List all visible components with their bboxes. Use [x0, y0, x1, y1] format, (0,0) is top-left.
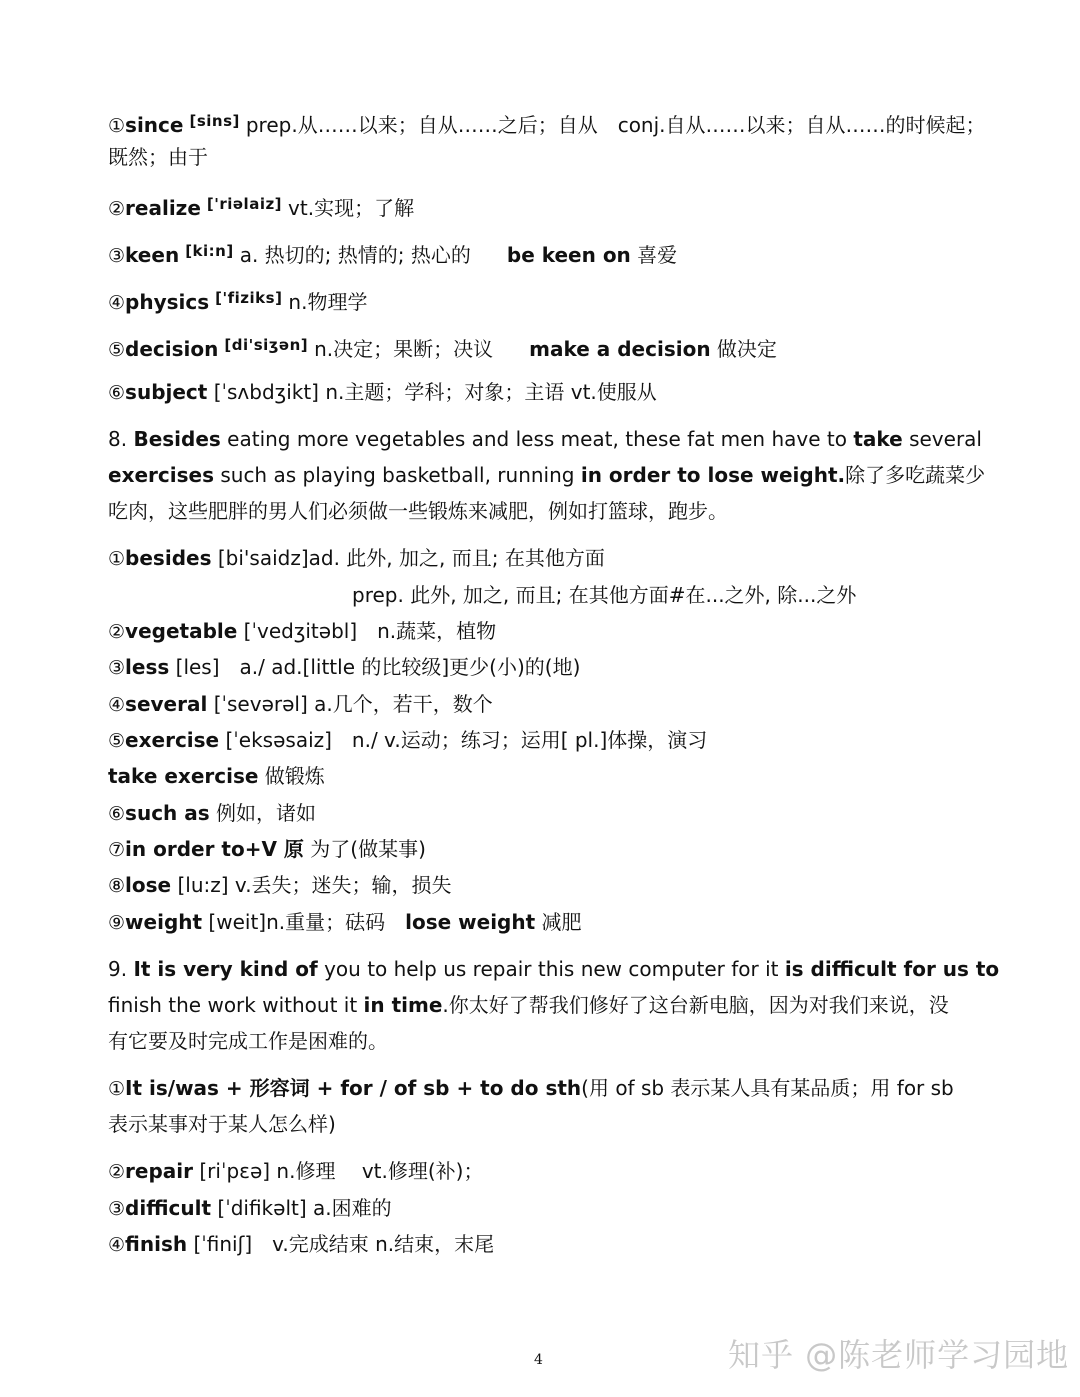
entry-decision: [108, 331, 777, 364]
item-number: ①: [108, 115, 126, 137]
entry-physics: [108, 284, 367, 317]
definition: 既然；由于: [108, 145, 208, 169]
vocab-word: difficult: [125, 1196, 212, 1220]
item-number: ④: [108, 694, 126, 716]
definition: prep.从……以来；自从……之后；自从 conj.自从……以来；自从……的时候起；: [245, 113, 986, 137]
vocab-word: finish: [125, 1232, 188, 1256]
vocab-word: keen: [125, 243, 180, 267]
vocab-word: besides: [125, 546, 212, 570]
phonetic: [di'siʒən]: [224, 336, 309, 354]
vocab-word: lose: [125, 873, 172, 897]
translation: 除了多吃蔬菜少: [845, 463, 986, 487]
entry-lose: [108, 871, 452, 900]
phonetic: [ki:n]: [185, 242, 234, 260]
definition: [weit]n.重量；砝码: [202, 910, 406, 934]
definition: prep. 此外, 加之, 而且; 在其他方面#在...之外, 除...之外: [352, 583, 857, 607]
vocab-word: since: [125, 113, 184, 137]
entry-finish: [108, 1230, 494, 1259]
key-word: Besides: [133, 427, 221, 451]
sentence-text: you to help us repair this new computer for it: [317, 957, 785, 981]
entry-pattern-continued: [108, 1110, 336, 1138]
entry-keen: [108, 237, 677, 270]
translation: .你太好了帮我们修好了这台新电脑，因为对我们来说，没: [442, 993, 949, 1017]
pattern-note: (用 of sb 表示某人具有某品质；用 for sb: [581, 1076, 954, 1100]
vocab-word: subject: [125, 380, 208, 404]
sentence-text: eating more vegetables and less meat, these fat men have to: [220, 427, 854, 451]
key-phrase: is difficult for us to: [784, 957, 1000, 981]
sentence-9-line-2: [108, 991, 949, 1019]
definition: [ˈfiniʃ] v.完成结束 n.结束，末尾: [187, 1232, 495, 1256]
item-number: ⑦: [108, 839, 126, 861]
key-phrase: It is very kind of: [133, 957, 318, 981]
sentence-text: finish the work without it: [108, 993, 364, 1017]
page-number: 4: [534, 1352, 543, 1368]
entry-besides-continued: [352, 581, 856, 609]
phrase: be keen on: [506, 243, 631, 267]
entry-repair: [108, 1157, 483, 1186]
sentence-number: 8.: [108, 427, 128, 451]
key-word: exercises: [108, 463, 214, 487]
key-phrase: in time: [363, 993, 443, 1017]
phrase: take exercise: [108, 764, 259, 788]
definition: 为了(做某事): [303, 837, 426, 861]
sentence-8-line-3: [108, 497, 728, 525]
entry-pattern: [108, 1074, 954, 1103]
phrase: lose weight: [405, 910, 536, 934]
entry-take-exercise: [108, 762, 325, 790]
definition: [ˈvedʒitəbl] n.蔬菜，植物: [237, 619, 497, 643]
entry-since-continued: [108, 143, 208, 171]
definition: [ˈsevərəl] a.几个，若干，数个: [207, 692, 493, 716]
item-number: ①: [108, 548, 126, 570]
sentence-9-line-3: [108, 1027, 388, 1055]
sentence-number: 9.: [108, 957, 128, 981]
vocab-word: decision: [125, 337, 219, 361]
sentence-8-line-2: [108, 461, 985, 489]
entry-realize: [108, 190, 414, 223]
entry-less: [108, 653, 580, 682]
item-number: ⑤: [108, 730, 126, 752]
item-number: ②: [108, 1161, 126, 1183]
item-number: ③: [108, 245, 126, 267]
entry-in-order-to: [108, 835, 426, 864]
item-number: ②: [108, 198, 126, 220]
sentence-9-line-1: [108, 955, 999, 983]
item-number: ④: [108, 292, 126, 314]
definition: 例如，诸如: [209, 801, 317, 825]
definition: [les] a./ ad.[little 的比较级]更少(小)的(地): [169, 655, 581, 679]
definition: [ˈdifikəlt] a.困难的: [211, 1196, 392, 1220]
entry-since: [108, 107, 986, 140]
definition: [ˈeksəsaiz] n./ v.运动；练习；运用[ pl.]体操，演习: [219, 728, 708, 752]
vocab-word: several: [125, 692, 208, 716]
vocab-word: in order to+V 原: [125, 837, 304, 861]
definition: [lu:z] v.丢失；迷失；输，损失: [171, 873, 452, 897]
definition: n.决定；果断；决议: [314, 337, 494, 361]
entry-exercise: [108, 726, 707, 755]
translation: 吃肉，这些肥胖的男人们必须做一些锻炼来减肥，例如打篮球，跑步。: [108, 499, 728, 523]
key-phrase: in order to lose weight.: [580, 463, 846, 487]
phrase-meaning: 减肥: [535, 910, 582, 934]
item-number: ⑧: [108, 875, 126, 897]
key-word: take: [853, 427, 903, 451]
entry-weight: [108, 908, 582, 937]
phonetic: ['riəlaiz]: [206, 195, 283, 213]
vocab-word: vegetable: [125, 619, 238, 643]
sentence-text: such as playing basketball, running: [213, 463, 581, 487]
vocab-word: repair: [125, 1159, 194, 1183]
item-number: ②: [108, 621, 126, 643]
pattern-note: 表示某事对于某人怎么样): [108, 1112, 336, 1136]
item-number: ⑤: [108, 339, 126, 361]
phrase-meaning: 做锻炼: [258, 764, 325, 788]
phrase-meaning: 喜爱: [630, 243, 678, 267]
entry-subject: [108, 378, 657, 407]
entry-several: [108, 690, 493, 719]
vocab-word: realize: [125, 196, 201, 220]
phrase-meaning: 做决定: [710, 337, 777, 361]
sentence-text: several: [902, 427, 982, 451]
phrase: make a decision: [529, 337, 711, 361]
item-number: ⑨: [108, 912, 126, 934]
sentence-8-line-1: [108, 425, 982, 453]
sentence-pattern: It is/was + 形容词 + for / of sb + to do sth: [125, 1076, 582, 1100]
translation: 有它要及时完成工作是困难的。: [108, 1029, 388, 1053]
item-number: ④: [108, 1234, 126, 1256]
definition: [bi'saidz]ad. 此外, 加之, 而且; 在其他方面: [211, 546, 605, 570]
vocab-word: exercise: [125, 728, 220, 752]
entry-difficult: [108, 1194, 392, 1223]
item-number: ③: [108, 657, 126, 679]
item-number: ③: [108, 1198, 126, 1220]
entry-such-as: [108, 799, 316, 828]
vocab-word: weight: [125, 910, 203, 934]
watermark: 知乎 @陈老师学习园地: [728, 1336, 1070, 1374]
item-number: ⑥: [108, 382, 126, 404]
phonetic: ['fiziks]: [215, 289, 283, 307]
definition: [ˈsʌbdʒikt] n.主题；学科；对象；主语 vt.使服从: [207, 380, 657, 404]
item-number: ⑥: [108, 803, 126, 825]
vocab-word: physics: [125, 290, 210, 314]
definition: [riˈpɛə] n.修理 vt.修理(补)；: [193, 1159, 484, 1183]
definition: n.物理学: [288, 290, 368, 314]
phonetic: [sins]: [189, 112, 240, 130]
entry-besides: [108, 544, 605, 573]
definition: a. 热切的; 热情的; 热心的: [239, 243, 471, 267]
item-number: ①: [108, 1078, 126, 1100]
definition: vt.实现；了解: [288, 196, 415, 220]
entry-vegetable: [108, 617, 496, 646]
vocab-word: such as: [125, 801, 210, 825]
vocab-word: less: [125, 655, 170, 679]
